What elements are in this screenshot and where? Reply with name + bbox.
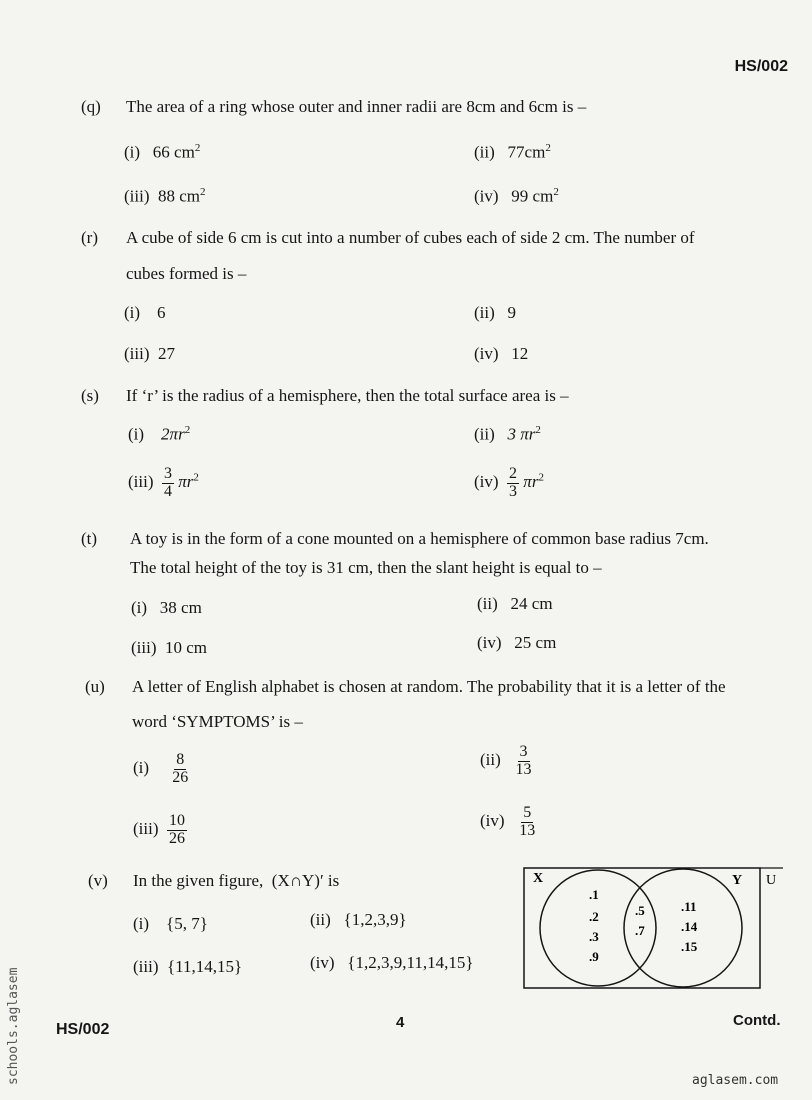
option-value: 10 cm <box>165 638 208 657</box>
option-value: 99 cm <box>511 186 554 206</box>
option-t-iv <box>477 633 556 653</box>
option-t-i <box>131 598 202 618</box>
set-expression: (X∩Y)′ is <box>271 871 340 890</box>
option-label: (ii) <box>480 750 501 770</box>
numerator: 8 <box>176 751 185 768</box>
numerator: 2 <box>509 465 518 482</box>
option-u-ii <box>480 744 534 779</box>
question-label: (r) <box>81 228 98 247</box>
option-label: (ii) <box>474 142 495 162</box>
continued-note: Contd. <box>733 1012 781 1029</box>
numerator: 5 <box>523 804 532 821</box>
option-label: (iv) <box>480 811 505 831</box>
option-value: {5, 7} <box>166 914 208 933</box>
paper-code-footer: HS/002 <box>56 1021 110 1038</box>
option-value: 27 <box>158 344 175 363</box>
option-label: (iv) <box>310 953 335 972</box>
option-s-iv <box>474 466 544 501</box>
fraction <box>167 813 187 848</box>
question-text-main: In the given figure, <box>133 871 264 890</box>
option-label: (i) <box>124 303 141 322</box>
option-label: (iii) <box>133 957 159 976</box>
question-label: (v) <box>88 871 108 890</box>
option-value: 6 <box>157 303 166 322</box>
option-u-iv <box>480 805 537 840</box>
venn-diagram <box>523 867 785 993</box>
denominator: 26 <box>169 829 185 847</box>
option-t-ii <box>477 594 553 614</box>
denominator: 26 <box>172 768 189 786</box>
superscript: 2 <box>194 142 201 154</box>
option-label: (i) <box>133 914 150 933</box>
x-only-element: .1 <box>589 887 599 902</box>
question-label: (q) <box>81 97 101 116</box>
option-v-iii <box>133 957 242 977</box>
option-label: (iv) <box>474 186 499 206</box>
question-text: A cube of side 6 cm is cut into a number of cubes each of side 2 cm. The number of <box>126 228 695 247</box>
option-label: (iv) <box>474 472 499 492</box>
fraction <box>507 466 519 501</box>
option-label: (ii) <box>477 594 498 613</box>
fraction <box>170 752 190 787</box>
option-value: 9 <box>507 303 517 322</box>
option-value: 77cm <box>507 142 546 162</box>
option-value: 25 cm <box>514 633 557 652</box>
option-value: 12 <box>511 344 529 363</box>
question-text-continued: The total height of the toy is 31 cm, then the slant height is equal to – <box>130 558 602 577</box>
side-watermark: schools.aglasem <box>6 967 21 1085</box>
fraction <box>162 466 174 501</box>
superscript: 2 <box>535 424 541 436</box>
intersection-element: .5 <box>635 903 645 918</box>
option-s-iii <box>128 466 199 501</box>
numerator: 3 <box>519 743 528 760</box>
set-y-label: Y <box>732 873 743 888</box>
question-text: A toy is in the form of a cone mounted on a hemisphere of common base radius 7cm. <box>130 529 709 548</box>
question-text: If ‘r’ is the radius of a hemisphere, then the total surface area is – <box>126 386 569 405</box>
option-u-i <box>133 752 190 787</box>
option-r-iii <box>124 344 175 364</box>
numerator: 3 <box>164 465 172 482</box>
option-r-iv <box>474 344 528 364</box>
question-text: A letter of English alphabet is chosen at random. The probability that it is a letter of the <box>132 677 726 696</box>
superscript: 2 <box>193 471 199 484</box>
option-value: {11,14,15} <box>167 957 243 976</box>
option-label: (ii) <box>310 910 331 929</box>
superscript: 2 <box>538 471 544 484</box>
y-only-element: .15 <box>681 939 698 954</box>
option-q-i <box>124 142 200 163</box>
option-u-iii <box>133 813 187 848</box>
option-value: πr <box>523 472 539 492</box>
option-label: (iii) <box>131 638 157 657</box>
universe-label: U <box>766 873 777 888</box>
y-only-element: .11 <box>681 899 697 914</box>
denominator: 13 <box>519 821 536 839</box>
option-value: 3 πr <box>507 424 536 444</box>
question-label: (t) <box>81 529 98 548</box>
option-label: (iii) <box>133 819 159 839</box>
option-q-ii <box>474 142 551 163</box>
superscript: 2 <box>553 186 559 198</box>
x-only-element: .3 <box>589 929 599 944</box>
superscript: 2 <box>545 142 551 154</box>
option-v-i <box>133 914 208 934</box>
superscript: 2 <box>200 186 206 198</box>
denominator: 4 <box>164 482 172 500</box>
option-label: (iii) <box>124 186 150 206</box>
question-text-continued: word ‘SYMPTOMS’ is – <box>132 712 303 731</box>
option-r-ii <box>474 303 516 323</box>
option-label: (i) <box>133 758 150 778</box>
page-number: 4 <box>396 1014 405 1031</box>
intersection-element: .7 <box>635 923 645 938</box>
set-x-label: X <box>533 871 544 886</box>
option-v-iv <box>310 953 474 973</box>
option-label: (i) <box>131 598 148 617</box>
option-value: {1,2,3,9,11,14,15} <box>347 953 474 972</box>
option-label: (i) <box>124 142 141 162</box>
option-value: 66 cm <box>152 142 195 162</box>
paper-code-header: HS/002 <box>734 58 788 75</box>
option-label: (iv) <box>477 633 502 652</box>
option-q-iii <box>124 186 206 207</box>
option-value: 24 cm <box>510 594 553 613</box>
numerator: 10 <box>169 812 185 829</box>
denominator: 13 <box>515 760 532 778</box>
option-value: {1,2,3,9} <box>343 910 407 929</box>
option-label: (ii) <box>474 424 495 444</box>
option-label: (iii) <box>124 344 150 363</box>
option-r-i <box>124 303 166 323</box>
option-label: (i) <box>128 424 145 444</box>
fraction <box>514 744 534 779</box>
option-q-iv <box>474 186 559 207</box>
option-v-ii <box>310 910 407 930</box>
option-value: 2πr <box>161 424 185 444</box>
option-t-iii <box>131 638 207 658</box>
superscript: 2 <box>184 424 191 436</box>
option-label: (ii) <box>474 303 495 322</box>
option-value: 38 cm <box>159 598 202 617</box>
y-only-element: .14 <box>681 919 698 934</box>
fraction <box>517 805 537 840</box>
option-value: πr <box>178 472 194 492</box>
question-label: (u) <box>85 677 105 696</box>
option-value: 88 cm <box>158 186 201 206</box>
option-label: (iii) <box>128 472 154 492</box>
bottom-watermark: aglasem.com <box>692 1073 779 1088</box>
x-only-element: .2 <box>589 909 599 924</box>
question-text: The area of a ring whose outer and inner radii are 8cm and 6cm is – <box>126 97 587 116</box>
question-text <box>133 869 339 893</box>
option-label: (iv) <box>474 344 499 363</box>
denominator: 3 <box>509 482 518 500</box>
option-s-i <box>128 424 190 445</box>
x-only-element: .9 <box>589 949 599 964</box>
question-label: (s) <box>81 386 99 405</box>
option-s-ii <box>474 424 541 445</box>
question-text-continued: cubes formed is – <box>126 264 247 283</box>
